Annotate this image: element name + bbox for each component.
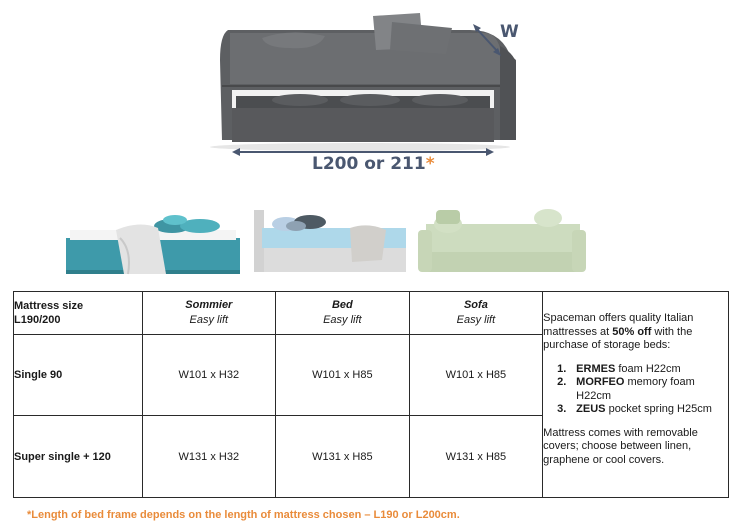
row-label: Super single + 120	[14, 416, 143, 498]
bed-thumbnail	[254, 210, 406, 272]
info-intro: Spaceman offers quality Italian mattresses at 50% off with the purchase of storage beds:	[543, 312, 694, 351]
cell-sofa: W101 x H85	[409, 335, 543, 416]
cell-bed: W101 x H85	[276, 335, 410, 416]
mattress-option: 3. ZEUS pocket spring H25cm	[557, 403, 712, 415]
mattress-options-list	[543, 363, 728, 417]
length-footnote: *Length of bed frame depends on the length of mattress chosen – L190 or L200cm.	[27, 509, 460, 521]
mattress-info-panel	[543, 292, 729, 498]
cell-sofa: W131 x H85	[409, 416, 543, 498]
hero-bed-illustration	[0, 0, 740, 185]
header-bed: Bed Easy lift	[276, 292, 410, 335]
mattress-option: 2. MORFEO memory foam H22cm	[557, 376, 695, 402]
length-label: L200 or 211*	[312, 154, 435, 174]
info-covers: Mattress comes with removable covers; choose between linen, graphene or cool covers.	[543, 426, 698, 466]
sofa-thumbnail	[418, 209, 586, 272]
cell-sommier: W101 x H32	[142, 335, 276, 416]
sommier-thumbnail	[66, 215, 240, 274]
header-sofa: Sofa Easy lift	[409, 292, 543, 335]
width-label: W	[500, 22, 519, 42]
row-label: Single 90	[14, 335, 143, 416]
header-mattress-size: Mattress size L190/200	[14, 292, 143, 335]
cell-sommier: W131 x H32	[142, 416, 276, 498]
cell-bed: W131 x H85	[276, 416, 410, 498]
configuration-thumbnails	[0, 190, 740, 285]
mattress-option: 1. ERMES foam H22cm	[557, 362, 681, 375]
mattress-size-table	[13, 291, 729, 498]
header-sommier: Sommier Easy lift	[142, 292, 276, 335]
